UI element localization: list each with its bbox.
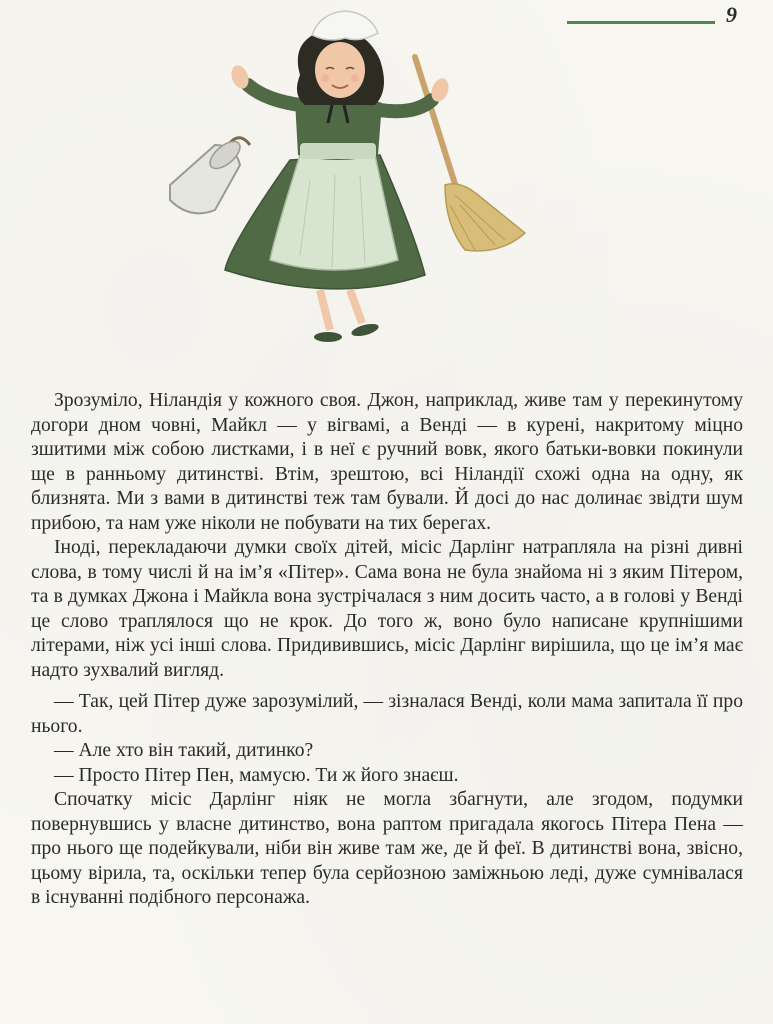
right-arm	[380, 100, 432, 111]
maid-cap	[312, 11, 378, 40]
paragraph-6: Спочатку місіс Дарлінг ніяк не могла збагнути, але згодом, подумки повернувшись у власне дитинство, вона раптом пригадала якогось Пітера Пена — про нього ще подейкували, ніби він живе там же, де й феї. В дитинстві вона, звісно, цьому вірила, та, оскільки тепер була серйозною заміжньою леді, дуже сумнівалася в існуванні подібного персонажа.	[31, 789, 743, 908]
paragraph-3: — Так, цей Пітер дуже зарозумілий, — зізналася Венді, коли мама запитала її про нього.	[31, 691, 743, 737]
paragraph-5: — Просто Пітер Пен, мамусю. Ти ж його знаєш.	[54, 764, 459, 786]
body-text	[31, 389, 743, 911]
maid-with-broom-and-bucket-illustration	[160, 5, 540, 350]
header-rule	[567, 21, 715, 24]
left-leg	[320, 290, 330, 330]
left-arm	[248, 85, 300, 105]
page-number: 9	[726, 2, 737, 27]
broom-handle	[415, 57, 460, 200]
paragraph-4: — Але хто він такий, дитинко?	[54, 740, 314, 761]
paragraph-1: Зрозуміло, Ніландія у кожного своя. Джон, наприклад, живе там у перекинутому догори дном човні, Майкл — у вігвамі, а Венді — в курені, накритому міцно зшитими між собою листками, і в неї є ручний вовк, якого батьки-вовки покинули ще в ранньому дитинстві. Втім, зрештою, всі Ніландії схожі одна на одну, як близнята. Ми з вами в дитинстві теж там бували. Й досі до нас долинає звідти шум прибою, та нам уже ніколи не побувати на тих берегах.	[31, 390, 743, 534]
paragraph-2: Іноді, перекладаючи думки своїх дітей, місіс Дарлінг натрапляла на різні дивні слова, в тому числі й на ім’я «Пітер». Сама вона не була знайома ні з яким Пітером, та в думках Джона і Майкла вона зустрічалася з ним досить часто, а в голові у Венді це слово траплялося що не крок. До того ж, воно було написане крупнішими літерами, ніж усі інші слова. Придивившись, місіс Дарлінг вирішила, що це ім’я має надто зухвалий вигляд.	[31, 537, 743, 681]
face	[315, 42, 365, 98]
right-leg	[350, 290, 362, 323]
